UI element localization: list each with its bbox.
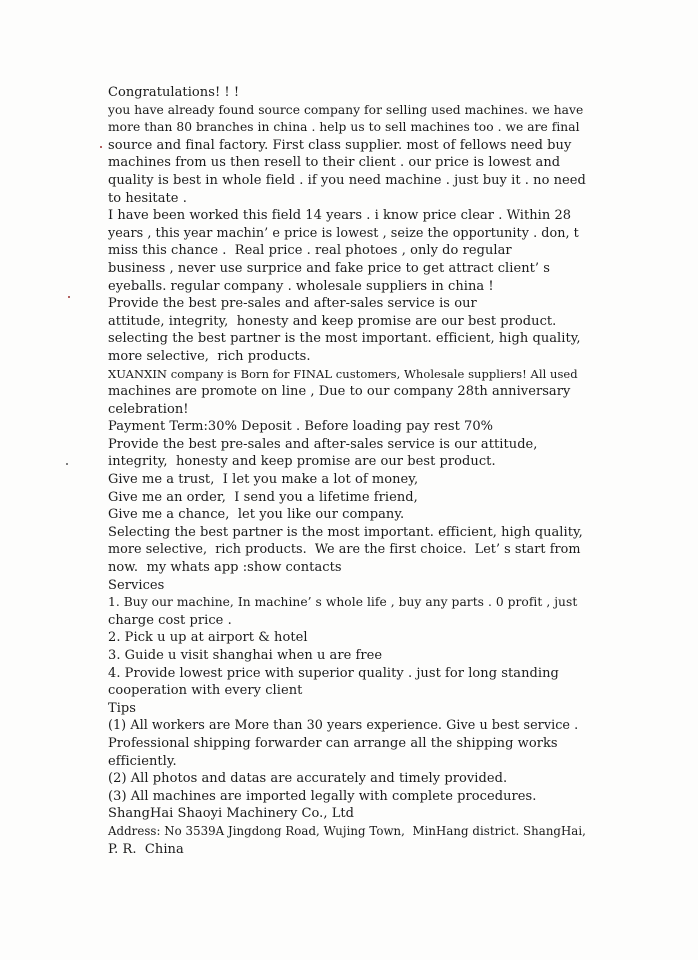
text-line: machines are promote on line , Due to our company 28th anniversary [108,384,571,400]
text-line: business , never use surprice and fake price to get attract client’ s [108,260,550,276]
text-line: eyeballs. regular company . wholesale suppliers in china ! [108,278,494,294]
scan-speck [66,463,68,465]
text-line: 4. Provide lowest price with superior quality . just for long standing [108,665,559,681]
text-line: selecting the best partner is the most important. efficient, high quality, [108,331,581,347]
section-heading-tips: Tips [108,700,137,716]
company-address: Address: No 3539A Jingdong Road, Wujing Town, MinHang district. ShangHai, [108,823,586,838]
text-line: more than 80 branches in china . help us to sell machines too . we are final [108,120,580,135]
text-line: miss this chance . Real price . real photoes , only do regular [108,243,512,259]
text-line: you have already found source company for selling used machines. we have [108,102,584,117]
text-line: machines from us then resell to their client . our price is lowest and [108,155,561,171]
text-line: Provide the best pre-sales and after-sales service is our [108,296,477,312]
text-line: now. my whats app :show contacts [108,560,342,576]
text-line: charge cost price . [108,612,232,628]
text-line: (1) All workers are More than 30 years experience. Give u best service . [108,718,579,734]
text-line: Give me a chance, let you like our company. [108,507,405,523]
text-line: Congratulations! ! ! [108,85,240,100]
text-line: I have been worked this field 14 years . i know price clear . Within 28 [108,208,572,224]
text-line: integrity, honesty and keep promise are our best product. [108,454,496,470]
letter-body [108,84,586,858]
text-line: years , this year machin’ e price is lowest , seize the opportunity . don, t [108,225,579,241]
text-line: Give me a trust, I let you make a lot of money, [108,472,419,488]
company-name: ShangHai Shaoyi Machinery Co., Ltd [108,806,355,822]
text-line: to hesitate . [108,190,187,206]
text-line: 1. Buy our machine, In machine’ s whole life , buy any parts . 0 profit , just [108,595,578,610]
text-line: more selective, rich products. We are the first choice. Let’ s start from [108,542,581,558]
text-line: Provide the best pre-sales and after-sales service is our attitude, [108,436,538,452]
text-line: Selecting the best partner is the most important. efficient, high quality, [108,524,583,540]
text-line: source and final factory. First class supplier. most of fellows need buy [108,137,572,153]
section-heading-services: Services [108,577,165,593]
text-line: XUANXIN company is Born for FINAL customers, Wholesale suppliers! All used [108,366,578,381]
scan-speck [68,296,70,298]
text-line: cooperation with every client [108,683,303,699]
text-line: 2. Pick u up at airport & hotel [108,630,308,646]
text-line: quality is best in whole field . if you need machine . just buy it . no need [108,172,586,188]
text-line: Professional shipping forwarder can arrange all the shipping works [108,735,558,751]
text-line: Payment Term:30% Deposit . Before loading pay rest 70% [108,419,494,435]
text-line: Give me an order, I send you a lifetime friend, [108,489,418,505]
text-line: celebration! [108,401,189,417]
text-line: (3) All machines are imported legally with complete procedures. [108,788,537,804]
text-line: (2) All photos and datas are accurately and timely provided. [108,771,508,787]
text-line: efficiently. [108,753,177,769]
scan-speck [100,146,102,148]
text-line: more selective, rich products. [108,348,311,364]
text-line: 3. Guide u visit shanghai when u are free [108,648,383,663]
company-address: P. R. China [108,841,184,857]
text-line: attitude, integrity, honesty and keep promise are our best product. [108,313,557,329]
